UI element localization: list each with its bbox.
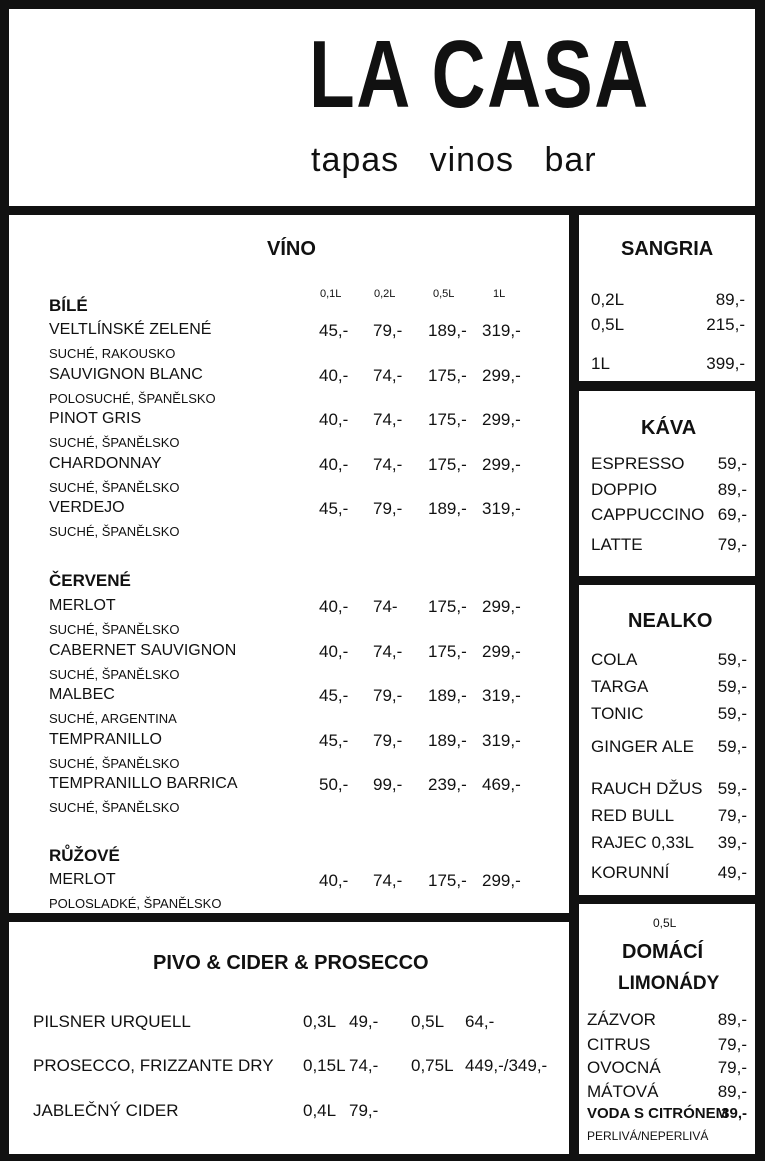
wine-origin: SUCHÉ, ŠPANĚLSKO bbox=[49, 800, 180, 815]
wine-origin: SUCHÉ, ŠPANĚLSKO bbox=[49, 479, 180, 495]
wine-price: 40,- bbox=[319, 365, 349, 385]
wine-origin: SUCHÉ, ŠPANĚLSKO bbox=[49, 755, 180, 771]
wine-price: 299,- bbox=[482, 597, 521, 616]
wine-name: MERLOT bbox=[49, 597, 116, 614]
item-name: KORUNNÍ bbox=[591, 863, 670, 882]
wine-name: VELTLÍNSKÉ ZELENÉ bbox=[49, 321, 212, 338]
wine-price: 99,- bbox=[373, 775, 403, 794]
lemonade-title-1: DOMÁCÍ bbox=[622, 941, 704, 963]
column-header: 0,1L bbox=[320, 288, 342, 300]
wine-price: 40,- bbox=[319, 410, 349, 429]
item-name: CAPPUCCINO bbox=[591, 505, 705, 524]
item-name: MÁTOVÁ bbox=[587, 1082, 659, 1101]
drink-name: PROSECCO, FRIZZANTE DRY bbox=[33, 1056, 274, 1075]
wine-price: 45,- bbox=[319, 321, 349, 340]
drink-size: 0,4L bbox=[303, 1101, 337, 1120]
wine-origin: SUCHÉ, ARGENTINA bbox=[49, 711, 177, 726]
item-price: 59,- bbox=[717, 737, 747, 756]
item-name: VODA S CITRÓNEM bbox=[587, 1105, 729, 1122]
item-name: COLA bbox=[591, 650, 638, 669]
beer-title: PIVO & CIDER & PROSECCO bbox=[153, 952, 429, 974]
item-price: 89,- bbox=[717, 480, 747, 499]
item-name: LATTE bbox=[591, 535, 643, 554]
drink-size: 0,5L bbox=[411, 1012, 445, 1031]
wine-name: SAUVIGNON BLANC bbox=[49, 365, 203, 383]
lemonade-title-2: LIMONÁDY bbox=[618, 973, 720, 994]
wine-price: 319,- bbox=[482, 321, 521, 340]
wine-price: 74,- bbox=[373, 365, 403, 385]
wine-category: BÍLÉ bbox=[49, 296, 88, 315]
drink-price: 74,- bbox=[349, 1056, 379, 1075]
wine-origin: POLOSLADKÉ, ŠPANĚLSKO bbox=[49, 896, 222, 911]
drink-price: 49,- bbox=[349, 1012, 379, 1031]
wine-origin: SUCHÉ, ŠPANĚLSKO bbox=[49, 524, 180, 539]
wine-price: 79,- bbox=[373, 686, 403, 705]
column-header: 1L bbox=[493, 288, 506, 300]
wine-price: 175,- bbox=[428, 454, 467, 474]
wine-price: 45,- bbox=[319, 686, 349, 705]
lemonade-panel bbox=[579, 904, 755, 1154]
drink-name: JABLEČNÝ CIDER bbox=[33, 1101, 179, 1120]
wine-price: 74- bbox=[373, 597, 398, 616]
column-header: 0,5L bbox=[433, 288, 455, 300]
wine-price: 40,- bbox=[319, 597, 349, 616]
wine-price: 189,- bbox=[428, 499, 467, 518]
item-name: ZÁZVOR bbox=[587, 1010, 656, 1029]
wine-name: MALBEC bbox=[49, 686, 115, 703]
item-name: 1L bbox=[591, 354, 610, 373]
item-name: CITRUS bbox=[587, 1035, 651, 1054]
item-name: RED BULL bbox=[591, 806, 675, 825]
drink-size: 0,15L bbox=[303, 1056, 346, 1075]
wine-price: 40,- bbox=[319, 871, 349, 890]
item-price: 39,- bbox=[717, 833, 747, 852]
sangria-title: SANGRIA bbox=[621, 238, 714, 260]
wine-name: TEMPRANILLO BARRICA bbox=[49, 775, 238, 792]
wine-name: CHARDONNAY bbox=[49, 454, 162, 472]
drink-size: 0,3L bbox=[303, 1012, 337, 1031]
item-price: 59,- bbox=[717, 454, 747, 473]
wine-price: 79,- bbox=[373, 730, 403, 750]
wine-price: 74,- bbox=[373, 871, 403, 890]
wine-price: 175,- bbox=[428, 597, 467, 616]
item-name: TARGA bbox=[591, 677, 649, 696]
item-price: 39,- bbox=[721, 1105, 747, 1122]
wine-price: 239,- bbox=[428, 775, 467, 794]
wine-price: 469,- bbox=[482, 775, 521, 794]
item-name: RAJEC 0,33L bbox=[591, 833, 694, 852]
item-price: 49,- bbox=[717, 863, 747, 882]
wine-price: 299,- bbox=[482, 410, 521, 429]
item-name: DOPPIO bbox=[591, 480, 658, 499]
item-price: 399,- bbox=[706, 354, 745, 373]
coffee-title: KÁVA bbox=[641, 417, 697, 439]
item-price: 79,- bbox=[717, 535, 747, 554]
item-price: 89,- bbox=[717, 1010, 747, 1029]
item-name: RAUCH DŽUS bbox=[591, 779, 703, 798]
wine-price: 175,- bbox=[428, 410, 467, 429]
item-name: ESPRESSO bbox=[591, 454, 685, 473]
wine-origin: SUCHÉ, ŠPANĚLSKO bbox=[49, 666, 180, 682]
item-price: 59,- bbox=[717, 779, 747, 798]
header-panel bbox=[9, 9, 755, 206]
item-price: 79,- bbox=[717, 1058, 747, 1077]
wine-price: 299,- bbox=[482, 871, 521, 890]
wine-category: RŮŽOVÉ bbox=[49, 846, 120, 865]
wine-price: 50,- bbox=[319, 775, 349, 794]
item-price: 79,- bbox=[717, 1035, 747, 1054]
drink-size: 0,75L bbox=[411, 1056, 454, 1075]
drink-name: PILSNER URQUELL bbox=[33, 1012, 191, 1031]
item-price: 59,- bbox=[717, 704, 747, 723]
wine-price: 319,- bbox=[482, 499, 521, 518]
wine-price: 74,- bbox=[373, 641, 403, 661]
lemonade-note: PERLIVÁ/NEPERLIVÁ bbox=[587, 1129, 709, 1143]
drink-price: 64,- bbox=[465, 1012, 495, 1031]
wine-price: 319,- bbox=[482, 686, 521, 705]
beer-panel bbox=[9, 922, 569, 1154]
item-price: 59,- bbox=[717, 650, 747, 669]
item-price: 69,- bbox=[717, 505, 747, 524]
wine-price: 40,- bbox=[319, 454, 349, 474]
item-price: 59,- bbox=[717, 677, 747, 696]
coffee-panel bbox=[579, 391, 755, 576]
wine-name: MERLOT bbox=[49, 871, 116, 888]
wine-name: TEMPRANILLO bbox=[49, 730, 162, 748]
wine-name: CABERNET SAUVIGNON bbox=[49, 641, 237, 659]
wine-price: 79,- bbox=[373, 321, 403, 340]
item-name: 0,2L bbox=[591, 290, 625, 309]
wine-price: 319,- bbox=[482, 730, 521, 750]
wine-price: 45,- bbox=[319, 730, 349, 750]
wine-origin: POLOSUCHÉ, ŠPANĚLSKO bbox=[49, 390, 216, 406]
wine-price: 189,- bbox=[428, 730, 467, 750]
logo: LA CASA bbox=[309, 21, 650, 128]
item-price: 215,- bbox=[706, 315, 745, 334]
wine-origin: SUCHÉ, ŠPANĚLSKO bbox=[49, 435, 180, 450]
wine-panel bbox=[9, 215, 569, 913]
drink-price: 449,-/349,- bbox=[465, 1056, 548, 1075]
wine-price: 79,- bbox=[373, 499, 403, 518]
item-price: 89,- bbox=[717, 1082, 747, 1101]
item-name: TONIC bbox=[591, 704, 644, 723]
item-price: 89,- bbox=[715, 290, 745, 309]
wine-origin: SUCHÉ, ŠPANĚLSKO bbox=[49, 622, 180, 637]
wine-origin: SUCHÉ, RAKOUSKO bbox=[49, 346, 176, 361]
wine-category: ČERVENÉ bbox=[49, 571, 131, 590]
wine-price: 299,- bbox=[482, 454, 521, 474]
column-header: 0,2L bbox=[374, 288, 396, 300]
item-name: 0,5L bbox=[591, 315, 625, 334]
tagline: tapas vinos bar bbox=[311, 141, 597, 179]
wine-price: 45,- bbox=[319, 499, 349, 518]
wine-price: 74,- bbox=[373, 454, 403, 474]
wine-price: 189,- bbox=[428, 321, 467, 340]
soft-drinks-panel bbox=[579, 585, 755, 895]
sangria-panel bbox=[579, 215, 755, 381]
wine-price: 299,- bbox=[482, 365, 521, 385]
lemonade-size: 0,5L bbox=[653, 916, 677, 930]
wine-price: 175,- bbox=[428, 365, 467, 385]
wine-price: 299,- bbox=[482, 641, 521, 661]
wine-title: VÍNO bbox=[267, 238, 316, 260]
wine-price: 40,- bbox=[319, 641, 349, 661]
wine-name: PINOT GRIS bbox=[49, 410, 142, 427]
wine-name: VERDEJO bbox=[49, 499, 125, 516]
item-name: GINGER ALE bbox=[591, 737, 694, 756]
wine-price: 175,- bbox=[428, 871, 467, 890]
wine-price: 175,- bbox=[428, 641, 467, 661]
drink-price: 79,- bbox=[349, 1101, 379, 1120]
wine-price: 74,- bbox=[373, 410, 403, 429]
item-price: 79,- bbox=[717, 806, 747, 825]
soft-drinks-title: NEALKO bbox=[628, 610, 713, 632]
wine-price: 189,- bbox=[428, 686, 467, 705]
item-name: OVOCNÁ bbox=[587, 1058, 661, 1077]
